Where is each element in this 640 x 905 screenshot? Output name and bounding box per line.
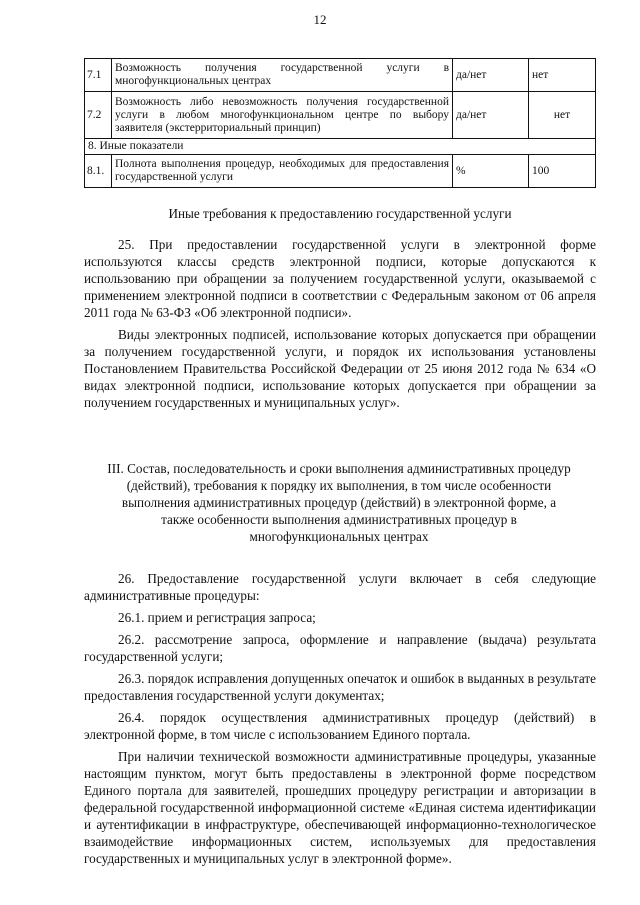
row-unit: да/нет: [453, 59, 529, 92]
table-row: [85, 155, 596, 188]
row-value: нет: [529, 92, 596, 139]
paragraph-26-1: 26.1. прием и регистрация запроса;: [118, 610, 316, 625]
row-name: Возможность либо невозможность получения государственной услуги в любом многофункциональном центре по выбору заявителя (экстерриториальный принцип): [112, 92, 453, 139]
section-26: [84, 570, 596, 869]
row-number: 8.1.: [85, 155, 112, 188]
paragraph-26-3: 26.3. порядок исправления допущенных опечаток и ошибок в выданных в результате предоставления государственной услуги документах;: [84, 671, 596, 703]
paragraph-26-2: 26.2. рассмотрение запроса, оформление и направление (выдача) результата государственной услуги;: [84, 632, 596, 664]
row-value: нет: [529, 59, 596, 92]
row-name: Возможность получения государственной услуги в многофункциональных центрах: [112, 59, 453, 92]
table-section-row: [85, 139, 596, 155]
row-value: 100: [529, 155, 596, 188]
table-row: [85, 59, 596, 92]
row-number: 7.2: [85, 92, 112, 139]
paragraph-25: 25. При предоставлении государственной услуги в электронной форме используются классы средств электронной подписи, которые допускаются к использованию при обращении за получением государственной услуги, оказываемой с применением электронной подписи в соответствии с Федеральным законом от 06 апреля 2011 года № 63-ФЗ «Об электронной подписи».: [84, 237, 596, 320]
paragraph-26: 26. Предоставление государственной услуги включает в себя следующие административные процедуры:: [84, 571, 596, 603]
section-label: 8. Иные показатели: [85, 139, 596, 155]
indicators-table: [84, 58, 596, 188]
other-requirements-heading: Иные требования к предоставлению государственной услуги: [168, 206, 512, 221]
row-name: Полнота выполнения процедур, необходимых для предоставления государственной услуги: [112, 155, 453, 188]
row-unit: %: [453, 155, 529, 188]
table-row: [85, 92, 596, 139]
paragraph-26-4: 26.4. порядок осуществления административных процедур (действий) в электронной форме, в том числе с использованием Единого портала.: [84, 710, 596, 742]
page-number: 12: [313, 12, 327, 27]
row-number: 7.1: [85, 59, 112, 92]
section-iii-heading: III. Состав, последовательность и сроки выполнения административных процедур (действий), требования к порядку их выполнения, в том числе особенности выполнения административных процедур (действий) в электронной форме, а также особенности выполнения административных процедур в многофункциональных центрах: [107, 461, 571, 544]
section-25: [84, 236, 596, 411]
paragraph-26-electronic: При наличии технической возможности административные процедуры, указанные настоящим пунктом, могут быть предоставлены в электронной форме посредством Единого портала для заявителей, прошедших процедуру регистрации и авторизации в федеральной государственной информационной системе «Единая система идентификации и аутентификации в инфраструктуре, обеспечивающей информационно-технологическое взаимодействие информационных систем, используемых для предоставления государственных и муниципальных услуг в электронной форме».: [84, 749, 596, 866]
row-unit: да/нет: [453, 92, 529, 139]
paragraph-25-types: Виды электронных подписей, использование которых допускается при обращении за получением государственной услуги, и порядок их использования установлены Постановлением Правительства Российской Федерации от 25 июня 2012 года № 634 «О видах электронной подписи, использование которых допускается при обращении за получением государственных и муниципальных услуг».: [84, 327, 596, 410]
